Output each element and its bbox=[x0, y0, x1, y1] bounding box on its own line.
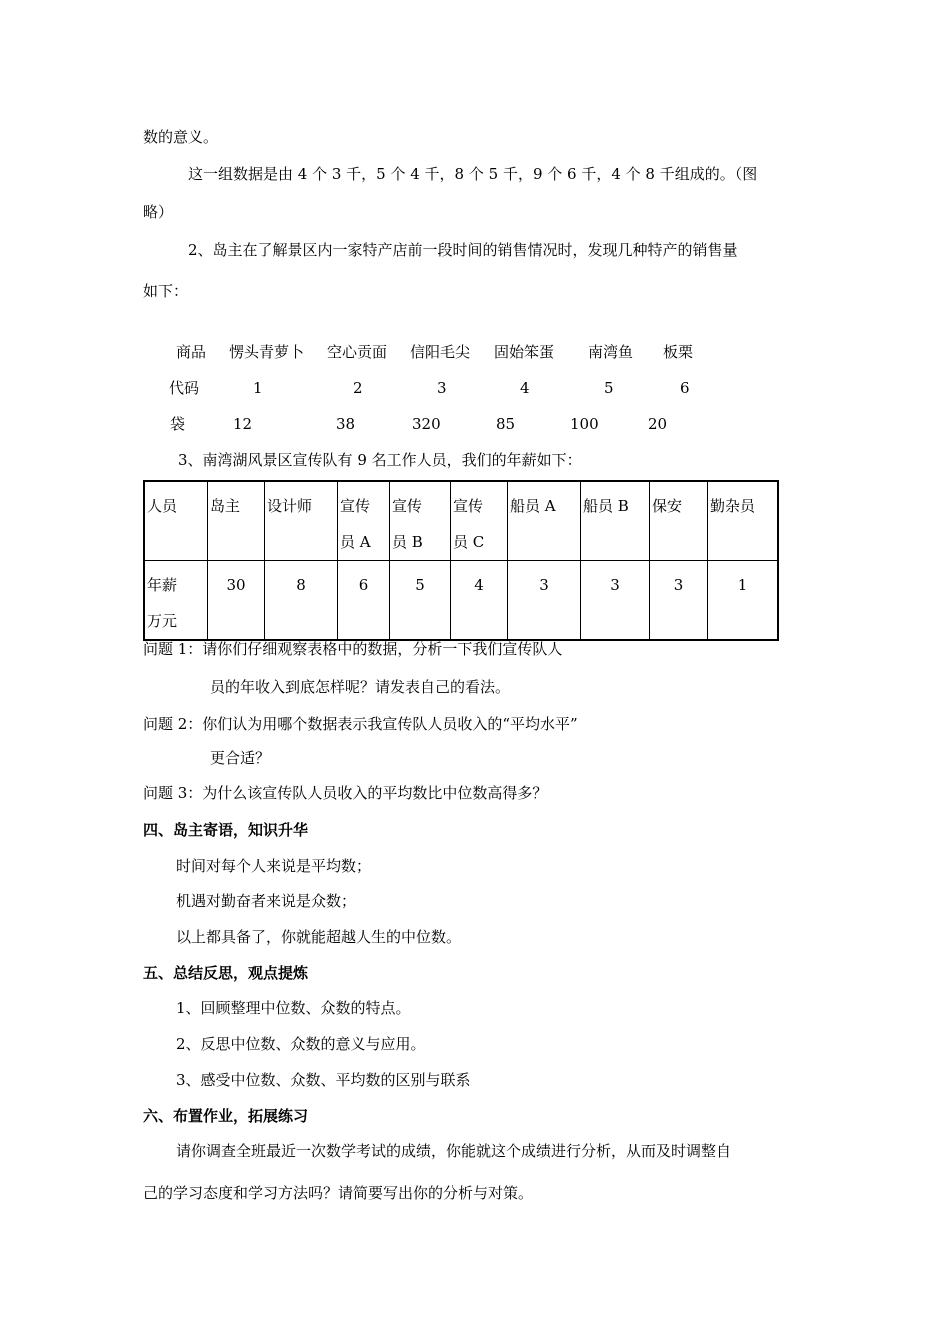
table-cell: 8 bbox=[265, 561, 338, 641]
cell-line: 年薪 bbox=[147, 576, 178, 594]
section-5-heading: 五、总结反思，观点提炼 bbox=[143, 964, 309, 982]
table-cell: 1 bbox=[708, 561, 779, 641]
sales-bags: 38 bbox=[336, 415, 356, 433]
table-cell: 6 bbox=[338, 561, 390, 641]
intro-line-2: 这一组数据是由 4 个 3 千，5 个 4 千，8 个 5 千，9 个 6 千，4 个 8 千组成的。（图 bbox=[188, 165, 758, 183]
table-cell: 设计师 bbox=[265, 481, 338, 561]
section-4-heading: 四、岛主寄语，知识升华 bbox=[143, 821, 309, 839]
question-2-line-1: 问题 2：你们认为用哪个数据表示我宣传队人员收入的“平均水平” bbox=[143, 715, 578, 733]
q2-line-1: 2、岛主在了解景区内一家特产店前一段时间的销售情况时，发现几种特产的销售量 bbox=[188, 241, 738, 259]
cell-line: 员 A bbox=[340, 533, 371, 551]
sales-code: 2 bbox=[353, 379, 363, 397]
section-6-heading: 六、布置作业，拓展练习 bbox=[143, 1107, 309, 1125]
sales-code: 1 bbox=[253, 379, 263, 397]
cell-line: 宣传 bbox=[340, 497, 371, 515]
section-5-line: 3、感受中位数、众数、平均数的区别与联系 bbox=[176, 1071, 471, 1089]
cell-line: 宣传 bbox=[453, 497, 484, 515]
sales-code: 5 bbox=[604, 379, 614, 397]
cell-line: 万元 bbox=[147, 612, 178, 630]
section-6-line-2: 己的学习态度和学习方法吗？请简要写出你的分析与对策。 bbox=[143, 1184, 534, 1202]
table-row bbox=[144, 561, 778, 641]
table-cell: 人员 bbox=[144, 481, 208, 561]
section-6-line-1: 请你调查全班最近一次数学考试的成绩，你能就这个成绩进行分析，从而及时调整自 bbox=[176, 1142, 732, 1160]
question-2-line-2: 更合适？ bbox=[210, 749, 271, 767]
section-4-line: 时间对每个人来说是平均数； bbox=[176, 857, 372, 875]
intro-line-1: 数的意义。 bbox=[143, 128, 219, 146]
table-cell bbox=[451, 481, 508, 561]
sales-product: 信阳毛尖 bbox=[410, 343, 471, 361]
section-5-line: 1、回顾整理中位数、众数的特点。 bbox=[176, 999, 411, 1017]
table-cell bbox=[390, 481, 451, 561]
q2-line-2: 如下： bbox=[143, 282, 189, 300]
sales-bags: 20 bbox=[648, 415, 668, 433]
question-1-line-1: 问题 1：请你们仔细观察表格中的数据，分析一下我们宣传队人 bbox=[143, 640, 563, 658]
table-cell: 岛主 bbox=[208, 481, 265, 561]
table-cell: 勤杂员 bbox=[708, 481, 779, 561]
table-cell: 船员 B bbox=[581, 481, 650, 561]
table-cell: 30 bbox=[208, 561, 265, 641]
sales-product: 板栗 bbox=[663, 343, 694, 361]
sales-code: 6 bbox=[680, 379, 690, 397]
table-cell: 3 bbox=[581, 561, 650, 641]
sales-code: 3 bbox=[437, 379, 447, 397]
table-cell bbox=[338, 481, 390, 561]
section-4-line: 机遇对勤奋者来说是众数； bbox=[176, 892, 357, 910]
sales-bags: 12 bbox=[233, 415, 253, 433]
cell-line: 员 C bbox=[453, 533, 485, 551]
sales-bags: 85 bbox=[496, 415, 516, 433]
sales-row-label-product: 商品 bbox=[176, 343, 207, 361]
section-5-line: 2、反思中位数、众数的意义与应用。 bbox=[176, 1035, 426, 1053]
cell-line: 员 B bbox=[392, 533, 423, 551]
question-3: 问题 3：为什么该宣传队人员收入的平均数比中位数高得多？ bbox=[143, 784, 548, 802]
table-cell: 船员 A bbox=[508, 481, 581, 561]
sales-row-label-code: 代码 bbox=[169, 379, 200, 397]
sales-bags: 100 bbox=[570, 415, 599, 433]
table-row bbox=[144, 481, 778, 561]
sales-row-label-bags: 袋 bbox=[170, 415, 186, 433]
table-cell: 4 bbox=[451, 561, 508, 641]
intro-line-3: 略） bbox=[143, 203, 174, 221]
question-1-line-2: 员的年收入到底怎样呢？请发表自己的看法。 bbox=[210, 678, 511, 696]
sales-product: 愣头青萝卜 bbox=[229, 343, 305, 361]
sales-product: 南湾鱼 bbox=[588, 343, 634, 361]
cell-line: 宣传 bbox=[392, 497, 423, 515]
section-4-line: 以上都具备了，你就能超越人生的中位数。 bbox=[176, 928, 462, 946]
sales-bags: 320 bbox=[412, 415, 441, 433]
table-cell: 5 bbox=[390, 561, 451, 641]
table-cell: 3 bbox=[508, 561, 581, 641]
sales-code: 4 bbox=[520, 379, 530, 397]
sales-product: 固始笨蛋 bbox=[494, 343, 555, 361]
q3-line-1: 3、南湾湖风景区宣传队有 9 名工作人员，我们的年薪如下： bbox=[178, 451, 582, 469]
sales-product: 空心贡面 bbox=[327, 343, 388, 361]
salary-table bbox=[143, 480, 779, 641]
table-cell bbox=[144, 561, 208, 641]
table-cell: 3 bbox=[650, 561, 708, 641]
table-cell: 保安 bbox=[650, 481, 708, 561]
